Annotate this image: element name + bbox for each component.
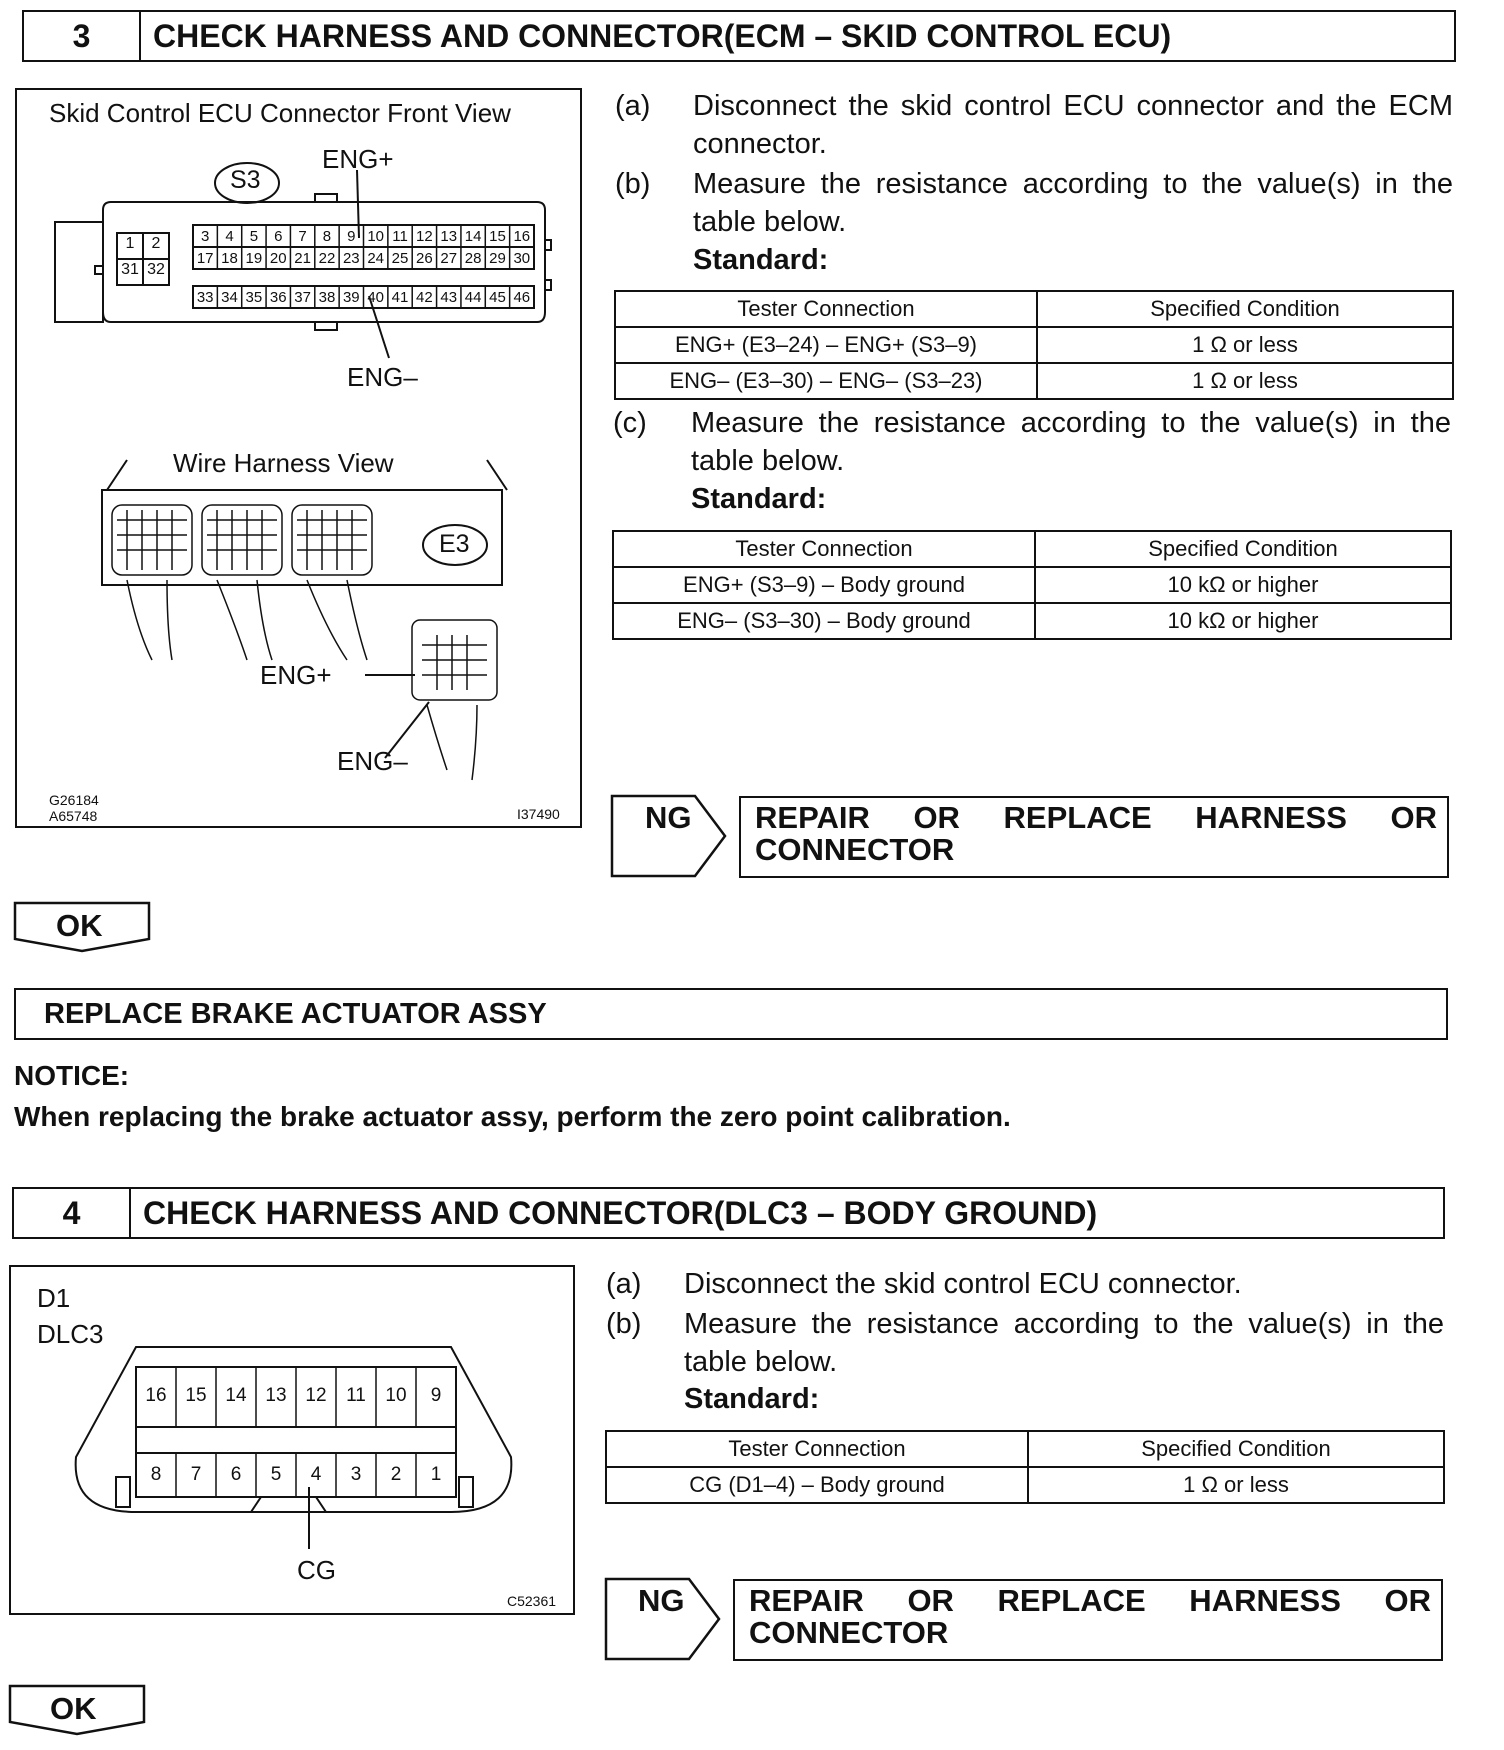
table-cell: ENG+ (E3–24) – ENG+ (S3–9) bbox=[615, 327, 1037, 363]
step-text: Disconnect the skid control ECU connector. bbox=[684, 1268, 1242, 1300]
table-cell: 10 kΩ or higher bbox=[1035, 603, 1451, 639]
step3-item-c bbox=[613, 404, 1453, 484]
pin-number: 4 bbox=[225, 228, 234, 245]
figure-code-left-2: A65748 bbox=[49, 808, 98, 824]
ng-word: REPLACE bbox=[1003, 800, 1152, 835]
table-cell: 1 Ω or less bbox=[1037, 363, 1453, 399]
step4-title: CHECK HARNESS AND CONNECTOR(DLC3 – BODY GROUND) bbox=[143, 1194, 1098, 1231]
step3-number: 3 bbox=[24, 12, 141, 60]
eng-plus-label-top: ENG+ bbox=[322, 144, 394, 174]
ng-action-line1 bbox=[755, 802, 1437, 834]
pin-number: 2 bbox=[390, 1464, 402, 1485]
pin-number: 33 bbox=[196, 289, 214, 306]
pin-number: 6 bbox=[274, 228, 283, 245]
dlc3-connector-diagram bbox=[11, 1267, 573, 1613]
pin-number: 27 bbox=[440, 250, 458, 267]
pin-number: 5 bbox=[249, 228, 259, 245]
spec-table-2 bbox=[612, 530, 1452, 640]
figure-code-right: I37490 bbox=[517, 806, 560, 822]
step-text: Measure the resistance according to the value(s) in the table below. bbox=[684, 1308, 1444, 1378]
pin-number: 21 bbox=[294, 250, 311, 267]
notice-title: NOTICE: bbox=[14, 1060, 130, 1091]
figure-caption-front-view: Skid Control ECU Connector Front View bbox=[49, 98, 511, 128]
eng-minus-label-top: ENG– bbox=[347, 362, 418, 392]
ng-action-line1 bbox=[749, 1585, 1431, 1617]
table-header: Specified Condition bbox=[1037, 291, 1453, 327]
table-row bbox=[615, 363, 1453, 399]
replace-brake-actuator-box bbox=[14, 988, 1448, 1040]
ok-label-step3: OK bbox=[56, 908, 103, 943]
pin-number: 16 bbox=[145, 1385, 167, 1406]
step-label: (a) bbox=[615, 90, 651, 122]
pin-number: 38 bbox=[318, 289, 336, 306]
pin-number: 5 bbox=[270, 1464, 282, 1485]
pin-number: 34 bbox=[221, 289, 238, 306]
step3-item-b bbox=[615, 165, 1455, 245]
table-row bbox=[613, 567, 1451, 603]
ng-action-line2: CONNECTOR bbox=[755, 832, 955, 867]
pin-number: 17 bbox=[196, 250, 214, 267]
step3-header bbox=[22, 10, 1456, 62]
pin-number: 29 bbox=[489, 250, 506, 267]
harness-label-e3: E3 bbox=[439, 530, 470, 558]
step-text: Disconnect the skid control ECU connector and the ECM connector. bbox=[693, 90, 1453, 160]
pin-number: 13 bbox=[265, 1385, 287, 1406]
replace-brake-actuator-text: REPLACE BRAKE ACTUATOR ASSY bbox=[44, 998, 547, 1030]
pin-number: 10 bbox=[367, 228, 385, 245]
pin-number: 31 bbox=[121, 261, 139, 278]
pin-number: 44 bbox=[464, 289, 482, 306]
cg-label: CG bbox=[297, 1555, 336, 1585]
eng-minus-label-bottom: ENG– bbox=[337, 746, 408, 776]
table-row bbox=[613, 603, 1451, 639]
pin-number: 25 bbox=[391, 250, 409, 267]
figure-caption-harness-view: Wire Harness View bbox=[173, 448, 394, 478]
pin-number: 46 bbox=[513, 289, 531, 306]
pin-number: 11 bbox=[346, 1385, 366, 1406]
table-cell: ENG– (S3–30) – Body ground bbox=[613, 603, 1035, 639]
pin-number: 37 bbox=[294, 289, 311, 306]
ng-action-line2: CONNECTOR bbox=[749, 1615, 949, 1650]
pin-number: 43 bbox=[440, 289, 458, 306]
pin-number: 39 bbox=[342, 289, 360, 306]
step-text: Measure the resistance according to the value(s) in the table below. bbox=[691, 407, 1451, 477]
pin-number: 12 bbox=[416, 228, 433, 245]
ng-action-box-step4 bbox=[733, 1579, 1443, 1661]
ng-word: REPAIR bbox=[749, 1583, 864, 1618]
pin-number: 6 bbox=[230, 1464, 242, 1485]
notice-text: When replacing the brake actuator assy, perform the zero point calibration. bbox=[14, 1101, 1011, 1132]
ng-word: REPLACE bbox=[997, 1583, 1146, 1618]
pin-number: 16 bbox=[513, 228, 531, 245]
standard-label: Standard: bbox=[684, 1383, 820, 1415]
figure-code-left-1: G26184 bbox=[49, 792, 99, 808]
table-cell: 10 kΩ or higher bbox=[1035, 567, 1451, 603]
pin-number: 23 bbox=[342, 250, 360, 267]
pin-number: 41 bbox=[391, 289, 409, 306]
pin-number: 30 bbox=[513, 250, 531, 267]
pin-number: 4 bbox=[310, 1464, 322, 1485]
pin-number: 36 bbox=[269, 289, 287, 306]
step3-title: CHECK HARNESS AND CONNECTOR(ECM – SKID CONTROL ECU) bbox=[153, 17, 1172, 54]
label-d1: D1 bbox=[37, 1283, 71, 1313]
ng-word: OR bbox=[913, 800, 960, 835]
figure-code: C52361 bbox=[507, 1593, 557, 1609]
step-label: (b) bbox=[615, 168, 651, 200]
table-header: Tester Connection bbox=[606, 1431, 1028, 1467]
pin-number: 19 bbox=[245, 250, 263, 267]
step4-figure bbox=[9, 1265, 575, 1615]
label-dlc3: DLC3 bbox=[37, 1319, 104, 1349]
connector-label-s3: S3 bbox=[230, 166, 261, 194]
pin-number: 14 bbox=[225, 1385, 247, 1406]
pin-number: 28 bbox=[464, 250, 482, 267]
table-row bbox=[615, 327, 1453, 363]
table-cell: CG (D1–4) – Body ground bbox=[606, 1467, 1028, 1503]
pin-number: 8 bbox=[322, 228, 332, 245]
ng-action-box-step3 bbox=[739, 796, 1449, 878]
pin-number: 9 bbox=[430, 1385, 442, 1406]
ng-word: REPAIR bbox=[755, 800, 870, 835]
pin-number: 18 bbox=[221, 250, 238, 267]
table-cell: ENG+ (S3–9) – Body ground bbox=[613, 567, 1035, 603]
pin-number: 24 bbox=[367, 250, 385, 267]
pin-number: 22 bbox=[318, 250, 336, 267]
step-label: (a) bbox=[606, 1268, 642, 1300]
pin-number: 9 bbox=[347, 228, 356, 245]
pin-number: 32 bbox=[147, 261, 165, 278]
pin-number: 42 bbox=[416, 289, 433, 306]
pin-number: 11 bbox=[392, 228, 408, 245]
pin-number: 20 bbox=[269, 250, 287, 267]
pin-number: 15 bbox=[185, 1385, 207, 1406]
table-row bbox=[606, 1467, 1444, 1503]
ng-word: OR bbox=[907, 1583, 954, 1618]
pin-number: 2 bbox=[151, 235, 161, 252]
step4-number: 4 bbox=[14, 1189, 131, 1237]
pin-number: 15 bbox=[489, 228, 506, 245]
ng-label-step3: NG bbox=[645, 800, 692, 835]
table-header: Specified Condition bbox=[1028, 1431, 1444, 1467]
table-header: Specified Condition bbox=[1035, 531, 1451, 567]
ng-word: OR bbox=[1390, 800, 1437, 835]
standard-label: Standard: bbox=[693, 244, 829, 276]
ok-label-step4: OK bbox=[50, 1691, 97, 1726]
eng-plus-label-bottom: ENG+ bbox=[260, 660, 332, 690]
pin-number: 40 bbox=[367, 289, 385, 306]
step4-header bbox=[12, 1187, 1445, 1239]
table-cell: 1 Ω or less bbox=[1028, 1467, 1444, 1503]
step4-item-a bbox=[606, 1265, 1446, 1305]
pin-number: 3 bbox=[201, 228, 210, 245]
table-cell: ENG– (E3–30) – ENG– (S3–23) bbox=[615, 363, 1037, 399]
step-text: Measure the resistance according to the value(s) in the table below. bbox=[693, 168, 1453, 238]
ng-word: HARNESS bbox=[1195, 800, 1347, 835]
pin-number: 13 bbox=[440, 228, 458, 245]
step4-item-b bbox=[606, 1305, 1446, 1385]
pin-number: 3 bbox=[350, 1464, 362, 1485]
step3-item-a bbox=[615, 87, 1455, 167]
pin-number: 45 bbox=[489, 289, 506, 306]
ng-word: OR bbox=[1384, 1583, 1431, 1618]
standard-label: Standard: bbox=[691, 483, 827, 515]
pin-number: 10 bbox=[385, 1385, 407, 1406]
pin-number: 7 bbox=[190, 1464, 202, 1485]
table-cell: 1 Ω or less bbox=[1037, 327, 1453, 363]
table-header: Tester Connection bbox=[615, 291, 1037, 327]
table-header: Tester Connection bbox=[613, 531, 1035, 567]
ng-label-step4: NG bbox=[638, 1583, 685, 1618]
pin-number: 12 bbox=[305, 1385, 327, 1406]
step3-figure bbox=[15, 88, 582, 828]
spec-table-1 bbox=[614, 290, 1454, 400]
pin-number: 1 bbox=[430, 1464, 442, 1485]
step-label: (b) bbox=[606, 1308, 642, 1340]
step-label: (c) bbox=[613, 407, 647, 439]
pin-number: 26 bbox=[416, 250, 433, 267]
pin-number: 35 bbox=[245, 289, 263, 306]
spec-table-3 bbox=[605, 1430, 1445, 1504]
pin-number: 7 bbox=[298, 228, 307, 245]
pin-number: 1 bbox=[125, 235, 135, 252]
ng-word: HARNESS bbox=[1189, 1583, 1341, 1618]
pin-number: 14 bbox=[464, 228, 482, 245]
pin-number: 8 bbox=[150, 1464, 162, 1485]
